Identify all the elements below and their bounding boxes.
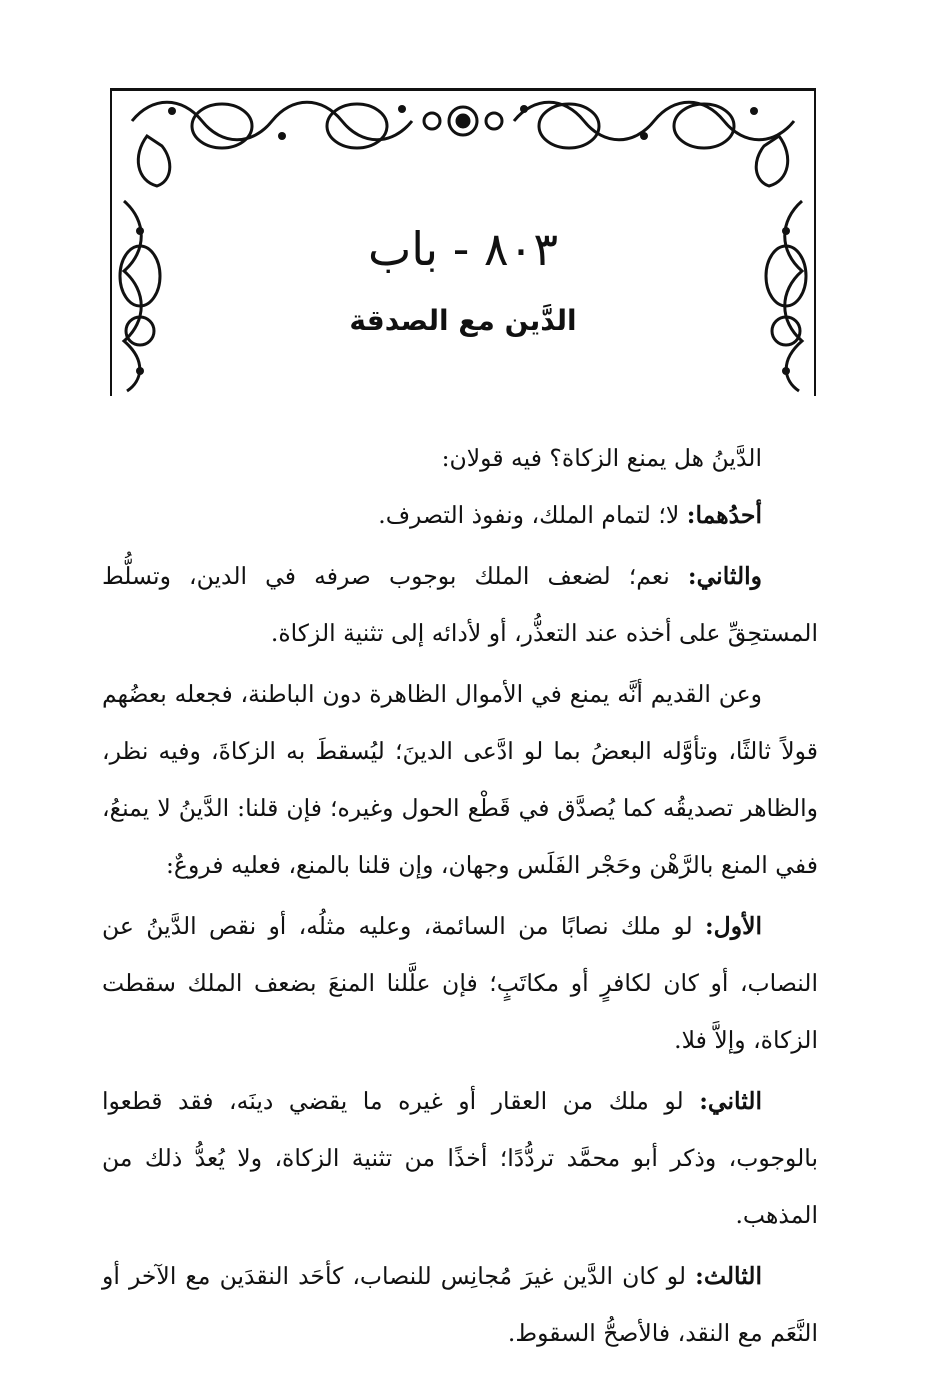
paragraph <box>102 548 818 662</box>
paragraph <box>102 666 818 894</box>
paragraph-text: لو ملك من العقار أو غيره ما يقضي دينَه، فقد قطعوا بالوجوب، وذكر أبو محمَّد تردُّدًا؛ أخذًا من تثنية الزكاة، ولا يُعدُّ ذلك من المذهب. <box>102 1087 818 1229</box>
paragraph-lead: والثاني: <box>687 562 762 590</box>
paragraph-lead: أحدُهما: <box>686 501 762 529</box>
paragraph-text: نعم؛ لضعف الملك بوجوب صرفه في الدين، وتسلُّط المستحِقِّ على أخذه عند التعذُّر، أو لأدائه إلى تثنية الزكاة. <box>102 562 818 647</box>
paragraph-lead: الثاني: <box>699 1087 762 1115</box>
paragraph-text: لو ملك نصابًا من السائمة، وعليه مثلُه، أو نقص الدَّينُ عن النصاب، أو كان لكافرٍ أو مكاتَبٍ؛ فإن علَّلنا المنعَ بضعف الملك سقطت الزكاة، وإلاَّ فلا. <box>102 912 818 1054</box>
paragraph <box>102 487 818 544</box>
paragraph <box>102 1073 818 1244</box>
paragraph-text: وعن القديم أنَّه يمنع في الأموال الظاهرة دون الباطنة، فجعله بعضُهم قولاً ثالثًا، وتأوَّله البعضُ بما لو ادَّعى الدينَ؛ ليُسقطَ به الزكاةَ، وفيه نظر، والظاهر تصديقُه كما يُصدَّق في قَطْع الحول وغيره؛ فإن قلنا: الدَّينُ لا يمنعُ، ففي المنع بالرَّهْن وحَجْر الفَلَس وجهان، وإن قلنا بالمنع، فعليه فروعٌ: <box>102 680 818 879</box>
paragraph <box>102 1248 818 1362</box>
paragraph-text: الدَّينُ هل يمنع الزكاة؟ فيه قولان: <box>441 444 762 472</box>
paragraph-text: لا؛ لتمام الملك، ونفوذ التصرف. <box>378 501 687 529</box>
paragraph <box>102 430 818 487</box>
paragraph <box>102 898 818 1069</box>
chapter-title: ٨٠٣ - باب <box>367 222 559 276</box>
chapter-subtitle: الدَّين مع الصدقة <box>349 304 577 337</box>
paragraph-lead: الثالث: <box>695 1262 762 1290</box>
paragraph-lead: الأول: <box>704 912 762 940</box>
paragraph-text: لو كان الدَّين غيرَ مُجانِس للنصاب، كأحَد النقدَين مع الآخر أو النَّعَم مع النقد، فالأصحُّ السقوط. <box>102 1262 818 1347</box>
body-text <box>102 430 818 1366</box>
